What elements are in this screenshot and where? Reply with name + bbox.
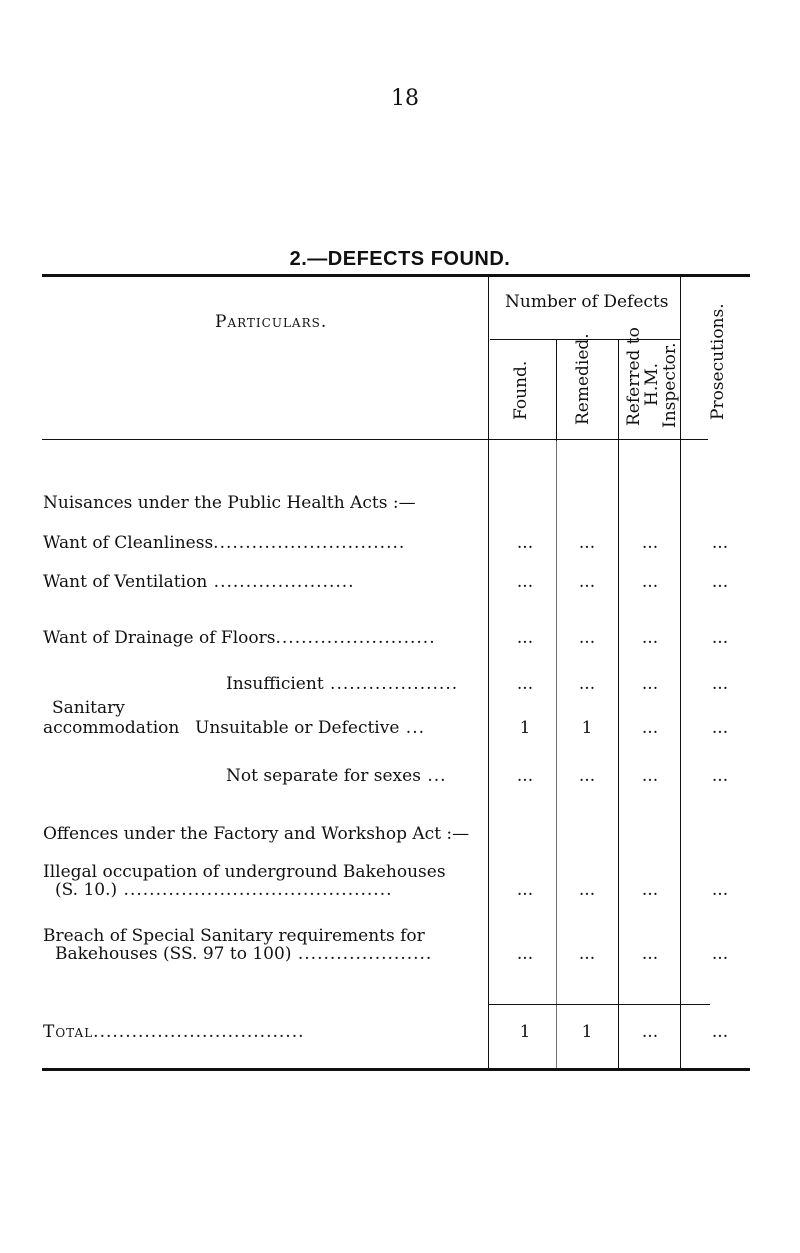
referred-cell: ... [641,572,659,592]
col-rule-2b [556,441,557,1068]
found-cell: ... [516,628,534,648]
referred-cell: ... [641,533,659,553]
header-remedied: Remedied. [573,333,593,425]
total-rule [488,1004,710,1005]
prosecutions-cell: ... [711,533,729,553]
remedied-cell: ... [578,572,596,592]
found-cell: ... [516,533,534,553]
bottom-rule [42,1068,750,1071]
col-rule-2 [556,339,557,441]
remedied-cell: ... [578,944,596,964]
prosecutions-cell: ... [711,944,729,964]
total-referred: ... [641,1022,659,1042]
row-label-text: Bakehouses (SS. 97 to 100) [55,944,292,964]
col-rule-3 [618,339,619,441]
total-prosecutions: ... [711,1022,729,1042]
row-label-line1: Breach of Special Sanitary requirements for [43,926,425,946]
total-label: Total................................. [43,1022,305,1042]
row-label-text: Not separate for sexes [226,766,421,786]
found-cell: 1 [519,718,531,738]
col-rule-3b [618,441,619,1068]
found-cell: ... [516,880,534,900]
prosecutions-cell: ... [711,718,729,738]
header-prosecutions: Prosecutions. [708,303,728,420]
prosecutions-cell: ... [711,766,729,786]
header-found: Found. [511,360,531,420]
row-label-text: Want of Drainage of Floors [43,628,276,648]
total-label-text: Total [43,1022,94,1042]
remedied-cell: ... [578,766,596,786]
section-nuisances: Nuisances under the Public Health Acts :— [43,493,416,513]
row-label: Want of Drainage of Floors......................... [43,628,436,648]
remedied-cell: ... [578,533,596,553]
prosecutions-cell: ... [711,628,729,648]
row-label-text: Unsuitable or Defective [195,718,400,738]
row-label: (S. 10.) .......................................... [55,880,393,900]
prosecutions-cell: ... [711,674,729,694]
remedied-cell: ... [578,674,596,694]
top-rule [42,274,750,277]
page-title: 2.—DEFECTS FOUND. [289,248,511,270]
total-remedied: 1 [581,1022,593,1042]
row-label: Want of Ventilation ...................... [43,572,355,592]
remedied-cell: ... [578,628,596,648]
col-rule-1 [488,277,489,1069]
sanitary-label-line2: accommodation [43,718,180,738]
row-label: Bakehouses (SS. 97 to 100) ..................... [55,944,433,964]
col-rule-4 [680,277,681,1069]
row-label-text: Want of Cleanliness [43,533,214,553]
remedied-cell: ... [578,880,596,900]
referred-cell: ... [641,628,659,648]
sanitary-label-line1: Sanitary [52,698,125,718]
row-label-text: (S. 10.) [55,880,118,900]
row-label: Insufficient .................... [226,674,459,694]
referred-cell: ... [641,718,659,738]
prosecutions-cell: ... [711,572,729,592]
referred-cell: ... [641,944,659,964]
header-rule [42,439,708,440]
header-referred-line3: Inspector. [660,342,680,428]
found-cell: ... [516,572,534,592]
section-offences: Offences under the Factory and Workshop Act :— [43,824,470,844]
row-label-text: Insufficient [226,674,324,694]
row-label-text: Want of Ventilation [43,572,208,592]
header-particulars: Particulars. [215,312,328,332]
page-number: 18 [391,86,419,111]
found-cell: ... [516,674,534,694]
found-cell: ... [516,766,534,786]
row-label: Not separate for sexes ... [226,766,447,786]
row-label: Unsuitable or Defective ... [195,718,426,738]
header-referred-line2: H.M. [642,362,662,406]
header-referred-line1: Referred to [624,327,644,426]
header-number-of-defects: Number of Defects [505,292,669,312]
referred-cell: ... [641,880,659,900]
prosecutions-cell: ... [711,880,729,900]
total-found: 1 [519,1022,531,1042]
row-label-line1: Illegal occupation of underground Bakehouses [43,862,446,882]
found-cell: ... [516,944,534,964]
referred-cell: ... [641,674,659,694]
referred-cell: ... [641,766,659,786]
row-label: Want of Cleanliness.............................. [43,533,406,553]
remedied-cell: 1 [581,718,593,738]
